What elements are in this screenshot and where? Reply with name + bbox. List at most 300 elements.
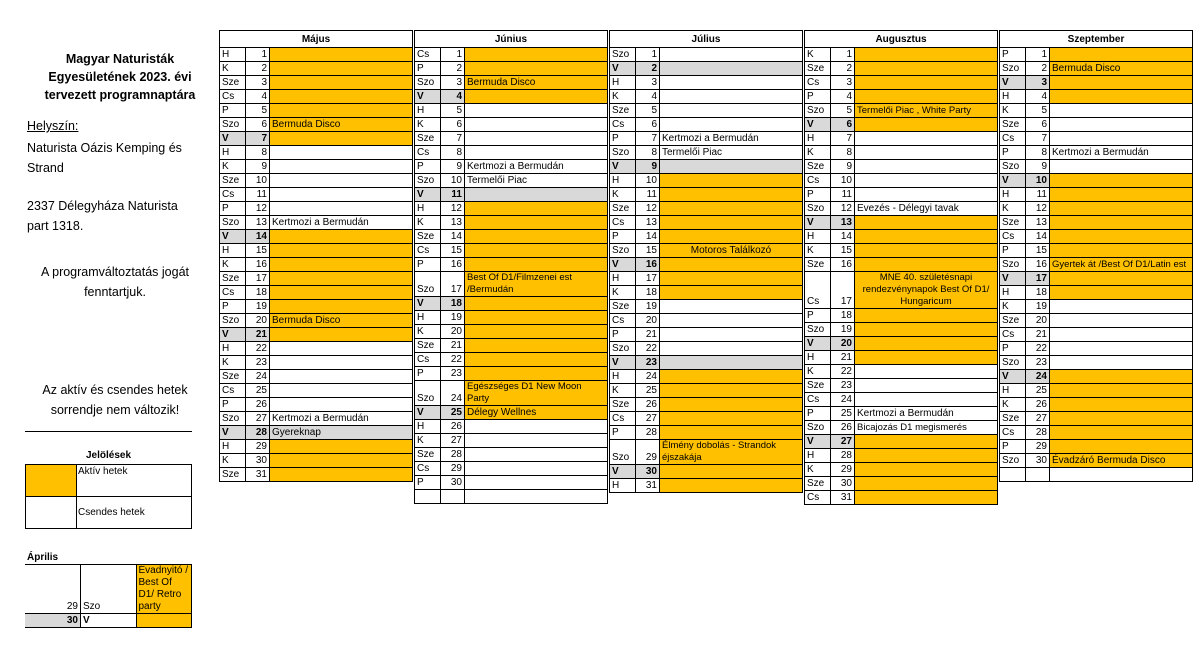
- table-row: [415, 104, 608, 118]
- event-cell: [465, 244, 608, 258]
- day-name: H: [1000, 90, 1026, 104]
- day-name: K: [1000, 202, 1026, 216]
- table-row: [415, 202, 608, 216]
- day-name: V: [220, 230, 246, 244]
- day-number: 10: [246, 174, 270, 188]
- day-number: 12: [1026, 202, 1050, 216]
- table-row: [220, 454, 413, 468]
- table-row: [220, 202, 413, 216]
- table-row: [805, 146, 998, 160]
- event-cell: [1050, 328, 1193, 342]
- day-number: 22: [1026, 342, 1050, 356]
- table-row: [220, 314, 413, 328]
- table-row: [610, 384, 803, 398]
- event-cell: [660, 202, 803, 216]
- event-cell: [660, 398, 803, 412]
- day-name: K: [805, 146, 831, 160]
- event-cell: [855, 62, 998, 76]
- day-name: K: [610, 384, 636, 398]
- day-number: 6: [636, 118, 660, 132]
- day-number: 17: [831, 272, 855, 309]
- table-row: [1000, 104, 1193, 118]
- day-number: 24: [441, 381, 465, 406]
- day-number: 10: [831, 174, 855, 188]
- table-row: [1000, 384, 1193, 398]
- table-row: [1000, 202, 1193, 216]
- day-name: V: [81, 614, 137, 628]
- day-name: Cs: [610, 314, 636, 328]
- event-cell: [660, 188, 803, 202]
- day-number: 4: [246, 90, 270, 104]
- table-row: [805, 435, 998, 449]
- day-number: 10: [636, 174, 660, 188]
- day-number: 12: [441, 202, 465, 216]
- table-row: [805, 244, 998, 258]
- table-row: [610, 174, 803, 188]
- day-name: H: [805, 449, 831, 463]
- day-name: K: [805, 365, 831, 379]
- day-name: V: [805, 216, 831, 230]
- table-row: [220, 244, 413, 258]
- event-cell: [855, 435, 998, 449]
- event-cell: [660, 384, 803, 398]
- day-number: 2: [831, 62, 855, 76]
- notice: [26, 262, 204, 302]
- day-number: 1: [1026, 48, 1050, 62]
- day-name: P: [1000, 342, 1026, 356]
- day-name: Szo: [610, 48, 636, 62]
- event-cell: MNE 40. születésnapi rendezvénynapok Best Of D1/ Hungaricum: [855, 272, 998, 309]
- table-row: [220, 426, 413, 440]
- title: [30, 50, 210, 104]
- day-number: 16: [636, 258, 660, 272]
- event-cell: [270, 384, 413, 398]
- event-cell: [1050, 272, 1193, 286]
- event-cell: [855, 463, 998, 477]
- location-label: Helyszín:: [27, 119, 79, 133]
- day-number: 15: [636, 244, 660, 258]
- table-row: [415, 434, 608, 448]
- day-number: 4: [441, 90, 465, 104]
- event-cell: [660, 479, 803, 493]
- day-number: 8: [636, 146, 660, 160]
- day-name: Szo: [220, 216, 246, 230]
- event-cell: Kertmozi a Bermudán: [465, 160, 608, 174]
- event-cell: [660, 370, 803, 384]
- day-number: 21: [246, 328, 270, 342]
- table-row: [610, 314, 803, 328]
- day-number: 6: [831, 118, 855, 132]
- day-name: P: [415, 367, 441, 381]
- day-name: P: [1000, 440, 1026, 454]
- day-name: V: [610, 160, 636, 174]
- day-number: 9: [636, 160, 660, 174]
- title-line: Magyar Naturisták: [65, 52, 175, 66]
- table-row: [610, 160, 803, 174]
- day-number: 3: [831, 76, 855, 90]
- day-number: 31: [246, 468, 270, 482]
- event-cell: [1050, 118, 1193, 132]
- table-row: [805, 188, 998, 202]
- day-number: 18: [246, 286, 270, 300]
- event-cell: [270, 230, 413, 244]
- table-row: [220, 468, 413, 482]
- day-name: K: [415, 325, 441, 339]
- event-cell: [465, 353, 608, 367]
- event-cell: [660, 174, 803, 188]
- day-number: 11: [831, 188, 855, 202]
- event-cell: Best Of D1/Filmzenei est /Bermudán: [465, 272, 608, 297]
- day-number: 14: [441, 230, 465, 244]
- day-name: Sze: [220, 370, 246, 384]
- table-row: [415, 297, 608, 311]
- event-cell: [1050, 188, 1193, 202]
- table-row: [1000, 300, 1193, 314]
- table-row: [1000, 398, 1193, 412]
- table-row: [415, 367, 608, 381]
- legend-active-label: Aktív hetek: [77, 465, 192, 497]
- day-name: V: [220, 328, 246, 342]
- table-row: [610, 258, 803, 272]
- day-name: P: [805, 309, 831, 323]
- day-number: 7: [831, 132, 855, 146]
- event-cell: [465, 188, 608, 202]
- day-name: V: [1000, 370, 1026, 384]
- event-cell: [270, 104, 413, 118]
- event-cell: [1050, 216, 1193, 230]
- table-row: [415, 230, 608, 244]
- day-name: P: [220, 300, 246, 314]
- day-number: 15: [1026, 244, 1050, 258]
- day-name: Cs: [220, 188, 246, 202]
- event-cell: [855, 48, 998, 62]
- day-number: 20: [246, 314, 270, 328]
- day-number: 22: [246, 342, 270, 356]
- table-row: [415, 448, 608, 462]
- event-cell: [1050, 174, 1193, 188]
- day-number: 31: [831, 491, 855, 505]
- day-name: K: [1000, 104, 1026, 118]
- day-name: Szo: [1000, 258, 1026, 272]
- event-cell: Élmény dobolás - Strandok éjszakája: [660, 440, 803, 465]
- legend-quiet-swatch: [26, 497, 77, 529]
- day-name: Sze: [220, 76, 246, 90]
- event-cell: [270, 188, 413, 202]
- event-cell: [1050, 468, 1193, 482]
- day-name: H: [610, 479, 636, 493]
- event-cell: [1050, 76, 1193, 90]
- day-name: Sze: [1000, 314, 1026, 328]
- table-row: [220, 146, 413, 160]
- event-cell: [465, 62, 608, 76]
- table-row: [805, 174, 998, 188]
- day-name: Cs: [805, 174, 831, 188]
- table-row: [415, 132, 608, 146]
- table-row: [610, 188, 803, 202]
- day-number: 8: [246, 146, 270, 160]
- event-cell: [465, 434, 608, 448]
- day-name: K: [415, 434, 441, 448]
- day-name: P: [1000, 48, 1026, 62]
- month-table: [609, 30, 803, 493]
- day-name: Szo: [415, 381, 441, 406]
- day-number: 14: [831, 230, 855, 244]
- day-number: 13: [441, 216, 465, 230]
- day-number: 21: [441, 339, 465, 353]
- day-name: Cs: [415, 462, 441, 476]
- day-name: Cs: [220, 384, 246, 398]
- day-name: H: [1000, 188, 1026, 202]
- day-number: 23: [441, 367, 465, 381]
- day-name: H: [415, 202, 441, 216]
- day-number: 16: [1026, 258, 1050, 272]
- day-name: Sze: [415, 230, 441, 244]
- day-name: Szo: [610, 146, 636, 160]
- day-name: Sze: [610, 202, 636, 216]
- day-number: 25: [246, 384, 270, 398]
- event-cell: Bermuda Disco: [270, 314, 413, 328]
- month-table: [414, 30, 608, 504]
- table-row: [220, 412, 413, 426]
- table-row: [415, 490, 608, 504]
- table-row: [610, 465, 803, 479]
- day-number: 14: [246, 230, 270, 244]
- day-name: V: [610, 62, 636, 76]
- day-number: 14: [1026, 230, 1050, 244]
- table-row: [610, 244, 803, 258]
- event-cell: [660, 118, 803, 132]
- location-line: Naturista Oázis Kemping és: [27, 141, 182, 155]
- day-name: Cs: [220, 90, 246, 104]
- event-cell: [465, 118, 608, 132]
- table-row: [1000, 314, 1193, 328]
- event-cell: [660, 62, 803, 76]
- day-name: Cs: [805, 272, 831, 309]
- event-cell: [855, 449, 998, 463]
- table-row: [805, 323, 998, 337]
- month-title: Június: [415, 31, 608, 48]
- table-row: [1000, 244, 1193, 258]
- event-cell: [855, 323, 998, 337]
- event-cell: [270, 76, 413, 90]
- event-cell: [1050, 384, 1193, 398]
- day-number: 11: [441, 188, 465, 202]
- table-row: [220, 440, 413, 454]
- event-cell: [855, 258, 998, 272]
- day-number: 2: [636, 62, 660, 76]
- event-cell: [270, 258, 413, 272]
- event-cell: [1050, 286, 1193, 300]
- day-number: 10: [1026, 174, 1050, 188]
- day-name: H: [805, 351, 831, 365]
- day-name: P: [415, 62, 441, 76]
- legend-title: Jelölések: [85, 450, 132, 461]
- day-name: Cs: [415, 48, 441, 62]
- day-name: [1000, 468, 1026, 482]
- day-number: 16: [246, 258, 270, 272]
- table-row: [415, 353, 608, 367]
- day-number: 29: [831, 463, 855, 477]
- day-number: 15: [441, 244, 465, 258]
- day-name: V: [415, 188, 441, 202]
- day-number: 3: [246, 76, 270, 90]
- day-name: Cs: [220, 286, 246, 300]
- day-number: 1: [831, 48, 855, 62]
- day-name: K: [415, 216, 441, 230]
- table-row: [610, 328, 803, 342]
- day-number: 23: [1026, 356, 1050, 370]
- day-name: K: [610, 90, 636, 104]
- day-number: 7: [441, 132, 465, 146]
- day-name: Cs: [1000, 426, 1026, 440]
- table-row: [1000, 188, 1193, 202]
- event-cell: [855, 230, 998, 244]
- day-number: 16: [441, 258, 465, 272]
- event-cell: [465, 90, 608, 104]
- table-row: [415, 381, 608, 406]
- day-name: Szo: [805, 104, 831, 118]
- event-cell: [660, 465, 803, 479]
- day-name: Sze: [220, 468, 246, 482]
- table-row: [1000, 468, 1193, 482]
- table-row: [1000, 286, 1193, 300]
- day-number: 4: [636, 90, 660, 104]
- day-name: Sze: [415, 339, 441, 353]
- day-name: V: [1000, 76, 1026, 90]
- table-row: [220, 90, 413, 104]
- day-name: Szo: [805, 202, 831, 216]
- table-row: [220, 188, 413, 202]
- event-cell: [855, 216, 998, 230]
- day-number: 30: [1026, 454, 1050, 468]
- day-name: Sze: [415, 132, 441, 146]
- table-row: [415, 258, 608, 272]
- table-row: [610, 104, 803, 118]
- day-name: Szo: [1000, 454, 1026, 468]
- table-row: [1000, 342, 1193, 356]
- day-name: H: [220, 244, 246, 258]
- table-row: [1000, 118, 1193, 132]
- event-cell: [660, 258, 803, 272]
- day-name: P: [610, 328, 636, 342]
- event-cell: [855, 351, 998, 365]
- day-name: Cs: [415, 244, 441, 258]
- event-cell: [270, 90, 413, 104]
- table-row: [415, 160, 608, 174]
- event-cell: [660, 342, 803, 356]
- table-row: [610, 356, 803, 370]
- day-name: H: [805, 132, 831, 146]
- day-number: 26: [441, 420, 465, 434]
- table-row: [610, 370, 803, 384]
- day-number: 28: [441, 448, 465, 462]
- event-cell: [855, 146, 998, 160]
- day-name: P: [220, 104, 246, 118]
- day-name: Cs: [610, 216, 636, 230]
- notice-line: Az aktív és csendes hetek: [42, 383, 188, 397]
- day-number: 27: [831, 435, 855, 449]
- day-number: 28: [831, 449, 855, 463]
- day-name: H: [415, 420, 441, 434]
- location-line: Strand: [27, 161, 64, 175]
- event-cell: [465, 462, 608, 476]
- day-number: 20: [1026, 314, 1050, 328]
- event-cell: [1050, 440, 1193, 454]
- table-row: [805, 421, 998, 435]
- day-number: 16: [831, 258, 855, 272]
- day-name: Szo: [610, 342, 636, 356]
- event-cell: [660, 160, 803, 174]
- event-cell: [465, 258, 608, 272]
- day-name: V: [415, 406, 441, 420]
- day-name: K: [220, 454, 246, 468]
- day-number: 17: [441, 272, 465, 297]
- day-number: 8: [1026, 146, 1050, 160]
- event-cell: [660, 300, 803, 314]
- table-row: [805, 258, 998, 272]
- day-name: V: [220, 426, 246, 440]
- table-row: [610, 76, 803, 90]
- day-name: Sze: [610, 398, 636, 412]
- table-row: [220, 286, 413, 300]
- table-row: [1000, 426, 1193, 440]
- event-cell: [1050, 90, 1193, 104]
- table-row: [805, 202, 998, 216]
- day-name: Sze: [610, 104, 636, 118]
- table-row: [805, 463, 998, 477]
- day-number: 30: [831, 477, 855, 491]
- day-name: K: [220, 258, 246, 272]
- event-cell: [660, 314, 803, 328]
- event-cell: [660, 426, 803, 440]
- day-name: Sze: [1000, 216, 1026, 230]
- day-number: 23: [831, 379, 855, 393]
- day-name: H: [610, 76, 636, 90]
- event-cell: [465, 216, 608, 230]
- day-number: 7: [246, 132, 270, 146]
- table-row: [220, 174, 413, 188]
- table-row: [1000, 62, 1193, 76]
- day-name: Sze: [1000, 118, 1026, 132]
- table-row: [1000, 160, 1193, 174]
- event-cell: Bicajozás D1 megismerés: [855, 421, 998, 435]
- table-row: [220, 370, 413, 384]
- day-name: K: [1000, 300, 1026, 314]
- day-number: 24: [246, 370, 270, 384]
- event-cell: [1050, 314, 1193, 328]
- event-cell: [465, 146, 608, 160]
- table-row: [415, 216, 608, 230]
- table-row: [220, 384, 413, 398]
- event-cell: [855, 132, 998, 146]
- day-number: 7: [1026, 132, 1050, 146]
- day-number: 20: [831, 337, 855, 351]
- event-cell: [270, 454, 413, 468]
- table-row: [415, 118, 608, 132]
- day-name: V: [610, 258, 636, 272]
- day-number: 12: [636, 202, 660, 216]
- day-name: Cs: [415, 353, 441, 367]
- day-number: 24: [831, 393, 855, 407]
- table-row: [415, 90, 608, 104]
- day-number: 3: [636, 76, 660, 90]
- day-name: H: [805, 230, 831, 244]
- table-row: [1000, 174, 1193, 188]
- table-row: [805, 309, 998, 323]
- table-row: [1000, 76, 1193, 90]
- event-cell: [270, 160, 413, 174]
- day-name: Szo: [220, 412, 246, 426]
